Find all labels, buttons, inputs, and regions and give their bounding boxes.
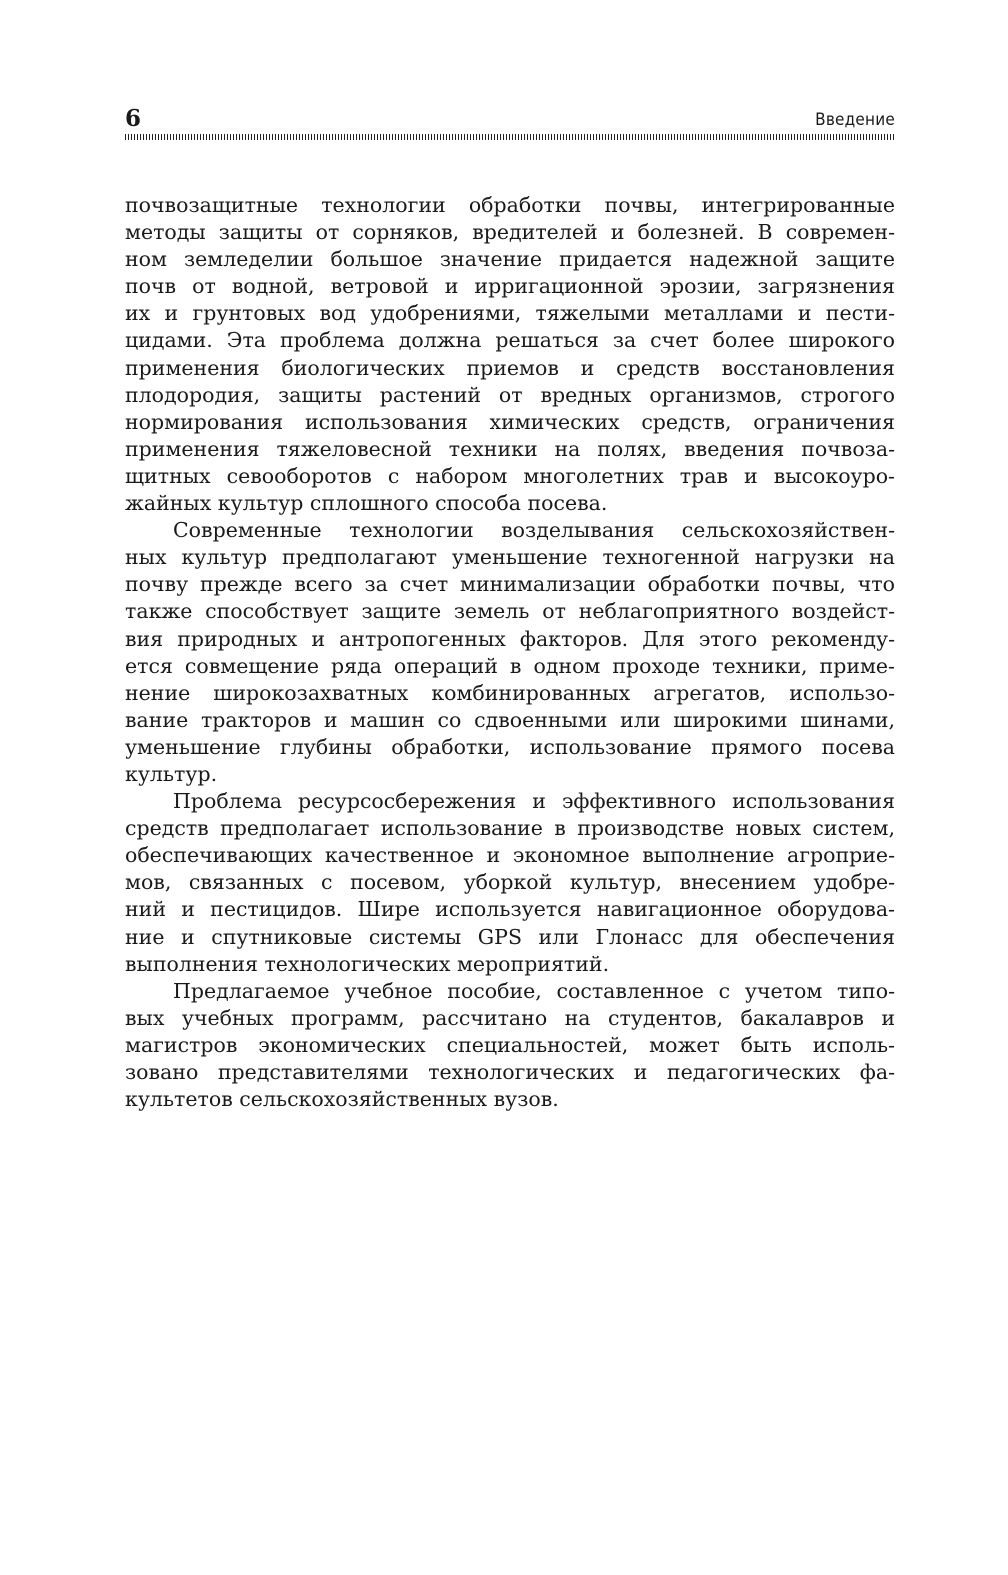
text-line: методы защиты от сорняков, вредителей и болезней. В современ- [125,220,895,245]
page-number: 6 [125,105,142,132]
body-text [125,192,895,1113]
text-line: уменьшение глубины обработки, использование прямого посева [125,734,895,759]
text-line: нение широкозахватных комбинированных агрегатов, использо- [125,680,895,705]
running-head [125,104,895,138]
text-line: средств предполагает использование в производстве новых систем, [125,816,895,841]
text-line: Современные технологии возделывания сельскохозяйствен- [173,518,895,543]
text-line: нормирования использования химических средств, ограничения [125,409,895,434]
text-line: почвозащитные технологии обработки почвы, интегрированные [125,193,895,217]
text-line: ний и пестицидов. Шире используется навигационное оборудова- [125,897,895,922]
text-line: их и грунтовых вод удобрениями, тяжелыми металлами и пести- [125,301,895,326]
text-line: ние и спутниковые системы GPS или Глонасс для обеспечения [125,924,895,949]
text-line: также способствует защите земель от неблагоприятного воздейст- [125,599,895,624]
section-title: Введение [815,110,895,130]
paragraph [125,978,895,1113]
text-line: почв от водной, ветровой и ирригационной эрозии, загрязнения [125,274,895,299]
text-line: ных культур предполагают уменьшение техногенной нагрузки на [125,545,895,570]
header-rule [125,134,895,140]
text-line: зовано представителями технологических и педагогических фа- [125,1060,895,1084]
text-line: ется совмещение ряда операций в одном проходе техники, приме- [125,653,895,678]
text-line: применения тяжеловесной техники на полях, введения почвоза- [125,436,895,461]
text-line: выполнения технологических мероприятий. [125,951,610,976]
text-line: культетов сельскохозяйственных вузов. [125,1087,559,1112]
paragraph [125,788,895,978]
text-line: ном земледелии большое значение придается надежной защите [125,247,895,272]
text-line: вых учебных программ, рассчитано на студентов, бакалавров и [125,1005,895,1030]
text-line: Предлагаемое учебное пособие, составленное с учетом типо- [173,978,895,1003]
text-line: плодородия, защиты растений от вредных организмов, строгого [125,382,895,407]
text-line: обеспечивающих качественное и экономное выполнение агроприе- [125,843,895,868]
text-line: почву прежде всего за счет минимализации обработки почвы, что [125,572,895,597]
text-line: Проблема ресурсосбережения и эффективного использования [173,789,895,814]
text-line: вия природных и антропогенных факторов. Для этого рекоменду- [125,626,895,651]
text-line: щитных севооборотов с набором многолетних трав и высокоуро- [125,463,895,488]
text-line: мов, связанных с посевом, уборкой культур, внесением удобре- [125,870,895,895]
paragraph [125,517,895,788]
paragraph [125,192,895,517]
text-line: жайных культур сплошного способа посева. [125,491,608,516]
text-line: магистров экономических специальностей, может быть исполь- [125,1032,895,1057]
text-line: цидами. Эта проблема должна решаться за счет более широкого [125,328,895,353]
text-line: вание тракторов и машин со сдвоенными или широкими шинами, [125,707,895,732]
text-line: культур. [125,761,218,786]
text-line: применения биологических приемов и средств восстановления [125,355,895,380]
